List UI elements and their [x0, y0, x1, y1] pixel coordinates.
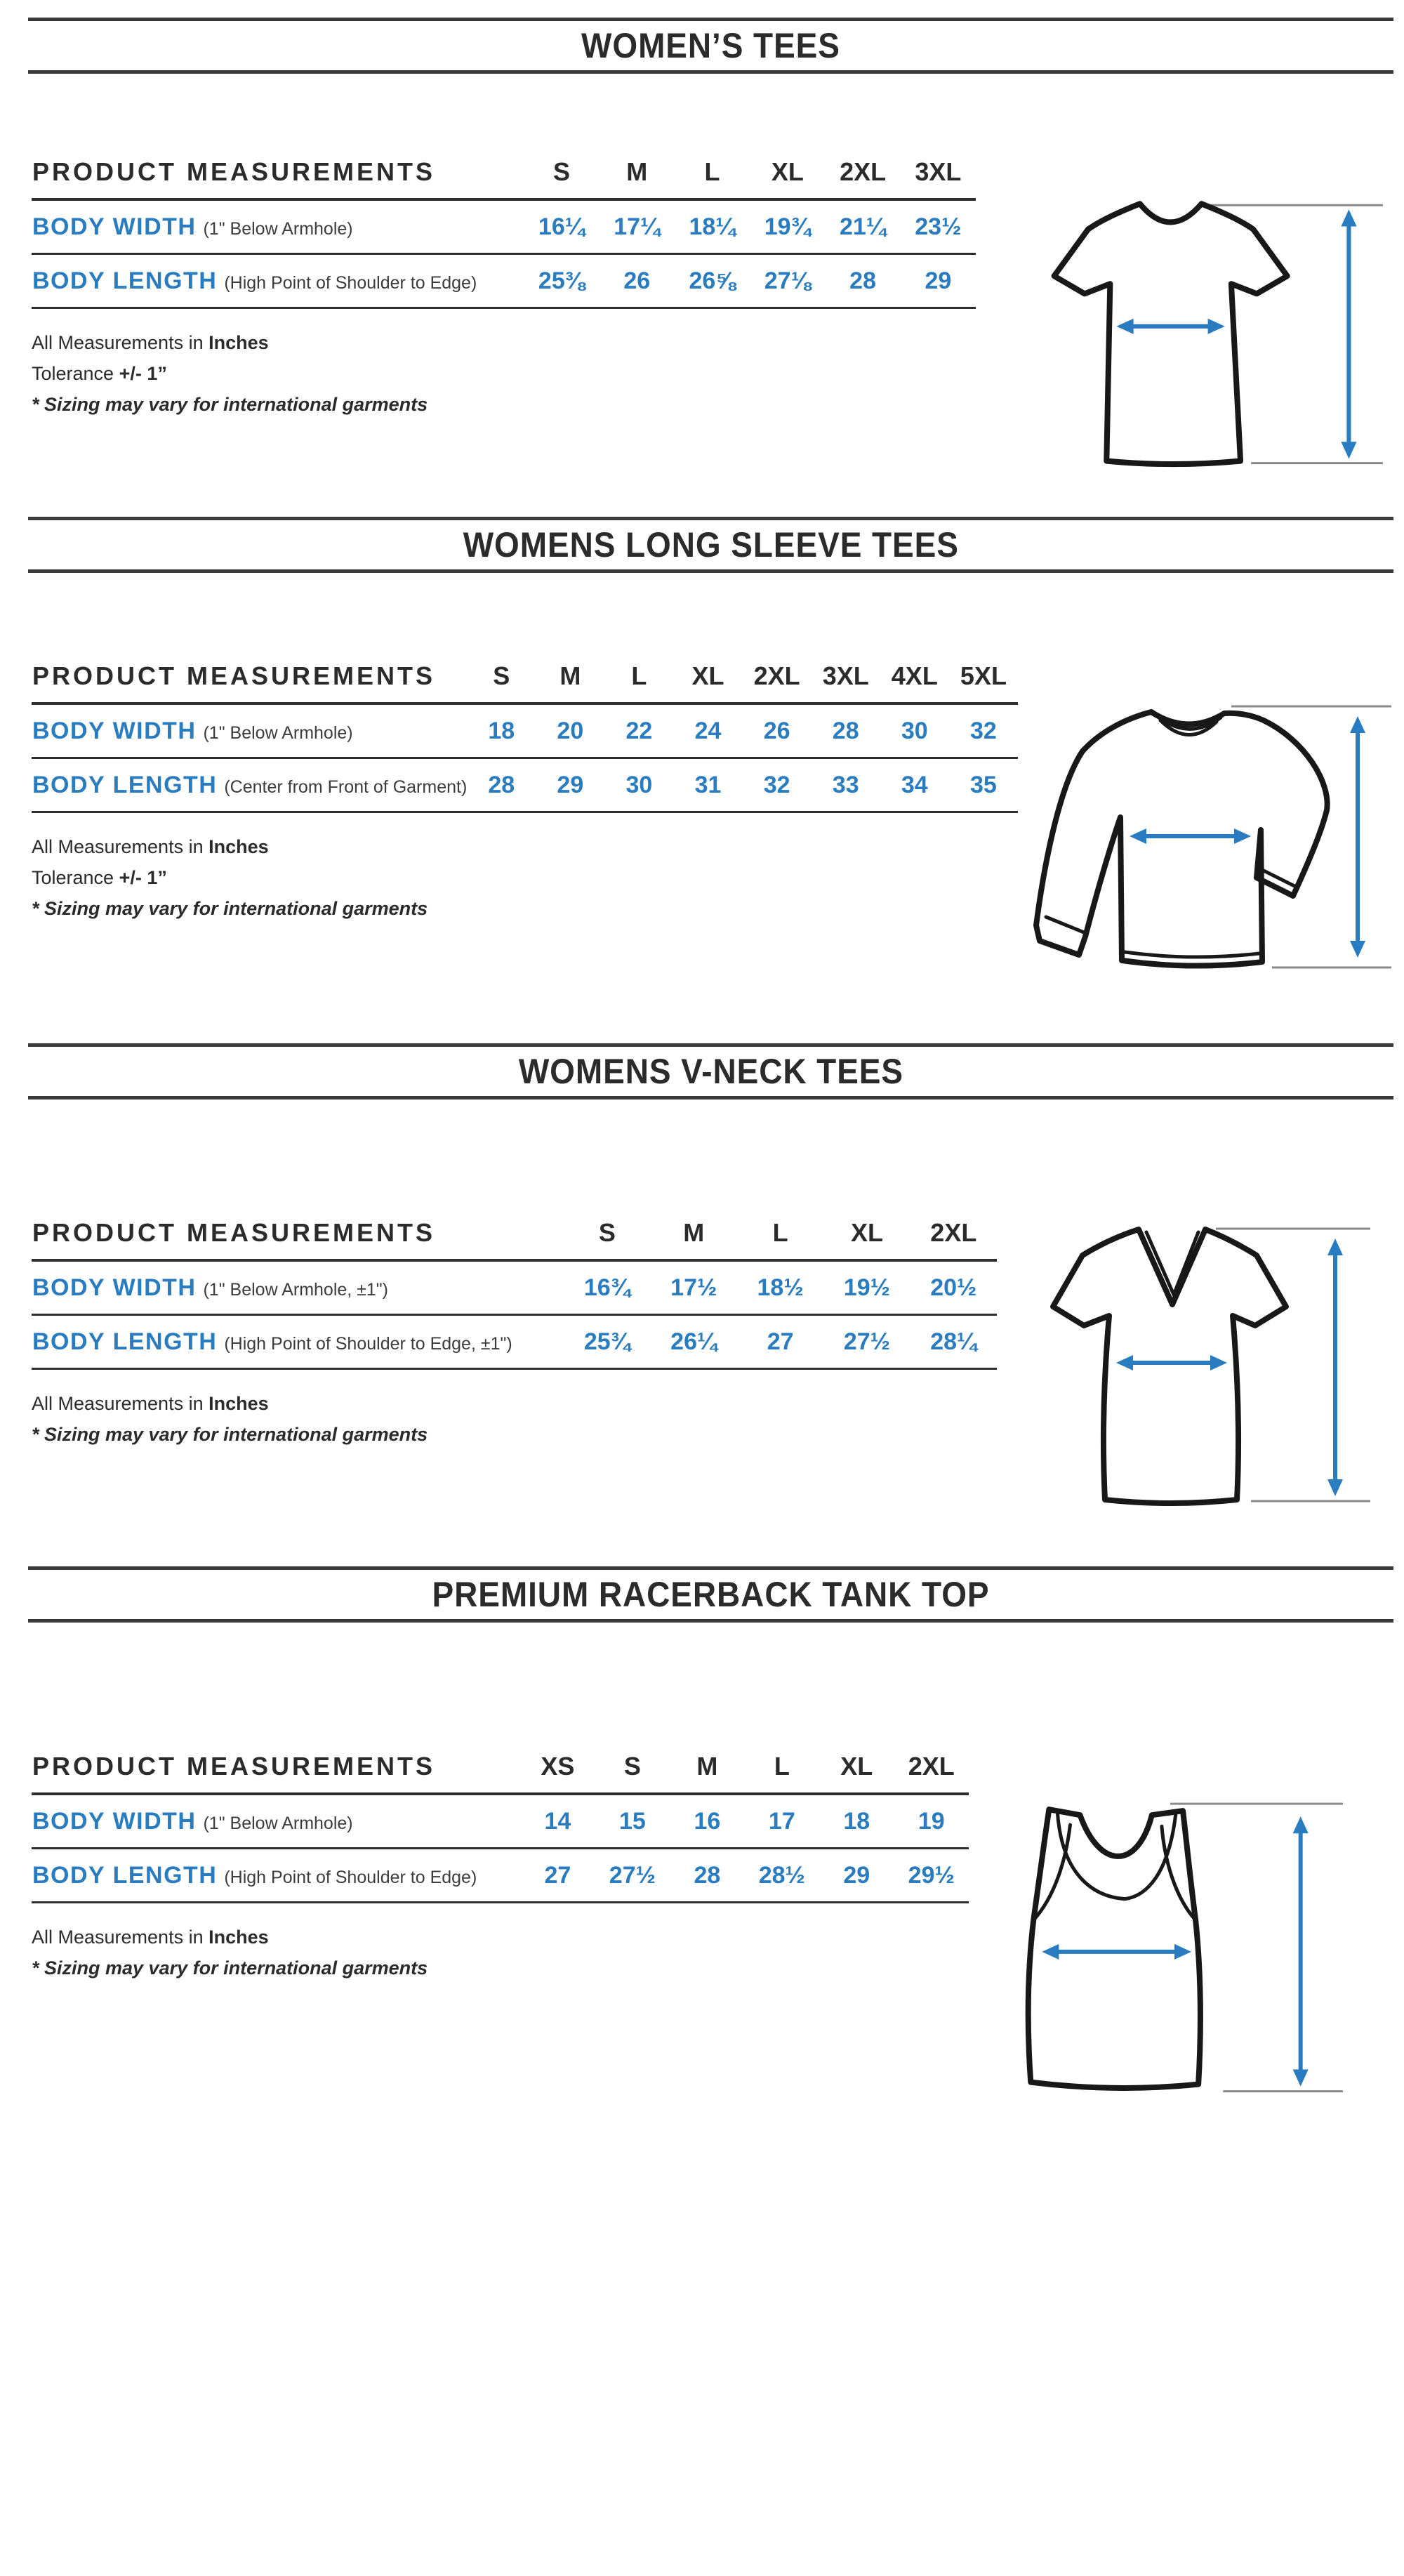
footnote-line: All Measurements in Inches	[32, 836, 269, 857]
measurement-value: 32	[743, 758, 812, 812]
table-row	[32, 199, 976, 254]
measurement-value: 27½	[823, 1315, 910, 1369]
size-column-header: L	[737, 1217, 823, 1260]
measurement-value: 26¼	[651, 1315, 737, 1369]
size-column-header: M	[670, 1751, 744, 1794]
section-title: WOMEN’S TEES	[581, 26, 840, 65]
length-arrow	[1341, 209, 1356, 458]
size-column-header: XS	[520, 1751, 595, 1794]
length-arrow	[1293, 1816, 1309, 2086]
measurement-value: 29	[901, 254, 976, 308]
measurement-value: 14	[520, 1794, 595, 1849]
body-width-note: (1" Below Armhole)	[203, 1813, 353, 1833]
section-long-sleeve-tees	[0, 517, 1404, 1043]
section-body	[0, 157, 1404, 517]
body-width-note: (1" Below Armhole, ±1")	[203, 1279, 388, 1300]
body-length-note: (High Point of Shoulder to Edge)	[224, 1867, 477, 1887]
measurement-value: 26	[743, 704, 812, 758]
footnote-line: All Measurements in Inches	[32, 1393, 269, 1414]
table-header-label: PRODUCT MEASUREMENTS	[32, 661, 467, 704]
body-width-label: BODY WIDTH	[32, 213, 197, 240]
measurement-value: 28½	[745, 1849, 819, 1903]
table-row	[32, 1794, 969, 1849]
size-column-header: XL	[673, 661, 742, 704]
table-row	[32, 1315, 997, 1369]
body-width-label: BODY WIDTH	[32, 1274, 197, 1301]
measurement-value: 26	[600, 254, 675, 308]
measurement-value: 16¾	[564, 1260, 650, 1315]
length-arrow	[1350, 716, 1365, 958]
row-label-cell	[32, 1794, 520, 1849]
size-column-header: 3XL	[812, 661, 880, 704]
section-title: PREMIUM RACERBACK TANK TOP	[432, 1575, 990, 1614]
table-header-row	[32, 157, 976, 199]
measurement-value: 22	[604, 704, 673, 758]
size-column-header: S	[595, 1751, 670, 1794]
section-title: WOMENS V-NECK TEES	[518, 1052, 903, 1091]
short-sleeve-tee-icon	[1009, 188, 1391, 486]
measurement-value: 28	[467, 758, 536, 812]
measurement-value: 25¾	[564, 1315, 650, 1369]
measurement-value: 35	[949, 758, 1018, 812]
size-column-header: L	[675, 157, 750, 199]
long-sleeve-outline	[1036, 712, 1327, 966]
size-column-header: M	[600, 157, 675, 199]
measurement-value: 18	[467, 704, 536, 758]
footnote-line: All Measurements in Inches	[32, 332, 269, 353]
measurement-value: 18	[819, 1794, 894, 1849]
measurement-value: 33	[812, 758, 880, 812]
size-column-header: 2XL	[894, 1751, 969, 1794]
table-row	[32, 758, 1018, 812]
body-length-note: (Center from Front of Garment)	[224, 777, 468, 797]
size-column-header: 2XL	[910, 1217, 997, 1260]
row-label-cell	[32, 704, 467, 758]
body-length-note: (High Point of Shoulder to Edge, ±1")	[224, 1333, 512, 1354]
size-column-header: M	[536, 661, 604, 704]
footnote-line: All Measurements in Inches	[32, 1927, 269, 1948]
body-length-label: BODY LENGTH	[32, 1861, 218, 1889]
size-column-header: S	[467, 661, 536, 704]
section-title-band	[28, 517, 1393, 573]
measurement-value: 29	[819, 1849, 894, 1903]
body-length-label: BODY LENGTH	[32, 771, 218, 798]
table-header-row	[32, 1751, 969, 1794]
row-label-cell	[32, 1849, 520, 1903]
footnote-line: Tolerance +/- 1”	[32, 867, 167, 888]
measurement-value: 28	[825, 254, 900, 308]
measurement-value: 21¼	[825, 199, 900, 254]
table-header-label: PRODUCT MEASUREMENTS	[32, 1217, 564, 1260]
measurement-value: 27	[520, 1849, 595, 1903]
body-width-note: (1" Below Armhole)	[203, 722, 353, 743]
table-header-label: PRODUCT MEASUREMENTS	[32, 1751, 520, 1794]
table-row	[32, 1849, 969, 1903]
measurement-value: 19¾	[750, 199, 825, 254]
footnote-line: * Sizing may vary for international garments	[32, 394, 428, 415]
footnote-line: * Sizing may vary for international garments	[32, 1957, 428, 1979]
body-length-label: BODY LENGTH	[32, 1328, 218, 1355]
section-body	[0, 1751, 1404, 2576]
measurement-value: 27½	[595, 1849, 670, 1903]
measurement-value: 18¼	[675, 199, 750, 254]
row-label-cell	[32, 758, 467, 812]
section-title: WOMENS LONG SLEEVE TEES	[463, 525, 959, 564]
measurement-value: 16¼	[524, 199, 599, 254]
measurement-value: 20½	[910, 1260, 997, 1315]
measurement-value: 23½	[901, 199, 976, 254]
row-label-cell	[32, 1315, 564, 1369]
measurements-table	[32, 157, 976, 309]
measurement-value: 30	[880, 704, 949, 758]
row-label-cell	[32, 254, 524, 308]
table-header-row	[32, 1217, 997, 1260]
measurement-value: 16	[670, 1794, 744, 1849]
measurement-value: 17¼	[600, 199, 675, 254]
measurement-value: 31	[673, 758, 742, 812]
footnote-line: Tolerance +/- 1”	[32, 363, 167, 384]
measurement-value: 27	[737, 1315, 823, 1369]
measurement-value: 34	[880, 758, 949, 812]
measurement-value: 17½	[651, 1260, 737, 1315]
racerback-tank-icon	[987, 1783, 1360, 2100]
section-womens-tees	[0, 18, 1404, 517]
size-column-header: XL	[819, 1751, 894, 1794]
size-column-header: 3XL	[901, 157, 976, 199]
body-width-note: (1" Below Armhole)	[203, 218, 353, 239]
row-label-cell	[32, 1260, 564, 1315]
section-body	[0, 661, 1404, 1043]
size-column-header: 2XL	[743, 661, 812, 704]
size-column-header: L	[745, 1751, 819, 1794]
measurement-value: 20	[536, 704, 604, 758]
measurement-value: 26⅝	[675, 254, 750, 308]
table-header-label: PRODUCT MEASUREMENTS	[32, 157, 524, 199]
measurement-value: 19½	[823, 1260, 910, 1315]
table-header-row	[32, 661, 1018, 704]
measurement-value: 18½	[737, 1260, 823, 1315]
measurement-value: 29	[536, 758, 604, 812]
section-body	[0, 1217, 1404, 1566]
section-v-neck-tees	[0, 1043, 1404, 1566]
size-column-header: XL	[823, 1217, 910, 1260]
size-column-header: 4XL	[880, 661, 949, 704]
section-title-band	[28, 1566, 1393, 1623]
length-arrow	[1327, 1239, 1343, 1496]
long-sleeve-tee-icon	[1014, 692, 1398, 984]
table-row	[32, 704, 1018, 758]
section-title-band	[28, 18, 1393, 74]
measurement-value: 28¼	[910, 1315, 997, 1369]
section-title-band	[28, 1043, 1393, 1099]
footnote-line: * Sizing may vary for international garments	[32, 1424, 428, 1445]
size-column-header: S	[524, 157, 599, 199]
size-column-header: 2XL	[825, 157, 900, 199]
section-racerback-tank	[0, 1566, 1404, 2576]
v-neck-outline	[1053, 1229, 1286, 1503]
body-width-label: BODY WIDTH	[32, 1807, 197, 1835]
measurement-value: 28	[670, 1849, 744, 1903]
table-row	[32, 1260, 997, 1315]
footnote-line: * Sizing may vary for international garments	[32, 898, 428, 919]
size-column-header: M	[651, 1217, 737, 1260]
tee-outline	[1054, 204, 1287, 464]
measurement-value: 15	[595, 1794, 670, 1849]
measurement-value: 28	[812, 704, 880, 758]
body-length-label: BODY LENGTH	[32, 267, 218, 294]
body-width-label: BODY WIDTH	[32, 717, 197, 744]
measurements-table	[32, 661, 1018, 813]
row-label-cell	[32, 199, 524, 254]
measurements-table	[32, 1217, 997, 1370]
measurements-table	[32, 1751, 969, 1903]
measurement-value: 17	[745, 1794, 819, 1849]
table-row	[32, 254, 976, 308]
measurement-value: 27⅛	[750, 254, 825, 308]
size-column-header: 5XL	[949, 661, 1018, 704]
size-column-header: L	[604, 661, 673, 704]
measurement-value: 29½	[894, 1849, 969, 1903]
v-neck-tee-icon	[1005, 1212, 1398, 1528]
size-column-header: S	[564, 1217, 650, 1260]
size-column-header: XL	[750, 157, 825, 199]
body-length-note: (High Point of Shoulder to Edge)	[224, 272, 477, 293]
measurement-value: 19	[894, 1794, 969, 1849]
measurement-value: 24	[673, 704, 742, 758]
measurement-value: 32	[949, 704, 1018, 758]
measurement-value: 25⅜	[524, 254, 599, 308]
measurement-value: 30	[604, 758, 673, 812]
